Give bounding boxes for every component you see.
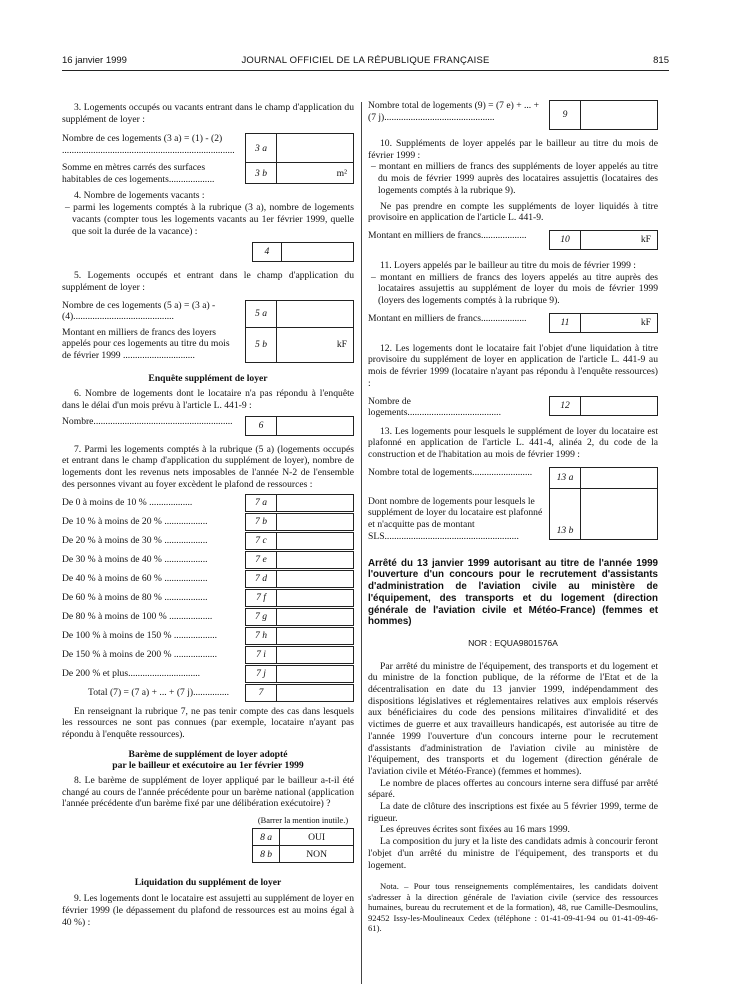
row-label: Montant en milliers de francs................... — [368, 229, 527, 241]
row-11 — [368, 313, 658, 333]
range-row — [62, 570, 354, 588]
row-label: De 200 % et plus.............................. — [62, 667, 201, 679]
row-label: De 100 % à moins de 150 % .................. — [62, 629, 218, 641]
row-6 — [62, 416, 354, 436]
value-cell[interactable] — [277, 494, 354, 512]
section-6-text: 6. Nombre de logements dont le locataire n'a pas répondu à l'enquête dans le délai d'un mois prévu à l'article L. 441-9 : — [62, 388, 354, 412]
code-cell: 7 e — [245, 551, 277, 569]
code-cell: 7 a — [245, 494, 277, 512]
row-label: Nombre de ces logements (5 a) = (3 a) - (4).......................................... — [62, 299, 216, 323]
value-cell[interactable] — [277, 570, 354, 588]
section-11-text: 11. Loyers appelés par le bailleur au titre du mois de février 1999 : — [380, 259, 636, 271]
code-cell: 6 — [245, 416, 277, 436]
value-cell[interactable] — [277, 646, 354, 664]
code-cell: 7 c — [245, 532, 277, 550]
value-cell[interactable] — [581, 100, 658, 130]
value-cell[interactable] — [277, 684, 354, 702]
code-cell: 7 b — [245, 513, 277, 531]
section-7-rows — [62, 494, 354, 702]
code-cell: 3 b — [245, 162, 277, 184]
row-5a — [62, 300, 354, 328]
value-cell[interactable]: m² — [277, 162, 354, 184]
arrete-paragraph-3: La date de clôture des inscriptions est fixée au 5 février 1999, terme de rigueur. — [368, 801, 658, 824]
section-4-dash: – parmi les logements comptés à la rubrique (3 a), nombre de logements vacants (compter tous les logements vacants au 1er février 1999, quelle que soit la durée de la vacance) : — [65, 202, 354, 237]
left-column — [62, 102, 354, 928]
section-12-text: 12. Les logements dont le locataire fait l'objet d'une liquidation à titre provisoire du supplément de loyer en application de l'article L. 441-9 au mois de février 1999 (locataire n'ayant pas répondu à l'enquête ressources) : — [368, 342, 658, 389]
liquidation-title: Liquidation du supplément de loyer — [134, 877, 282, 889]
row-label: Total (7) = (7 a) + ... + (7 j)............... — [88, 686, 230, 698]
choice-non[interactable]: NON — [280, 846, 354, 863]
section-7-note: En renseignant la rubrique 7, ne pas tenir compte des cas dans lesquels les ressources ne sont pas connues (par exemple, locataire n'ayant pas répondu à l'enquête ressources). — [62, 705, 354, 740]
enquete-title: Enquête supplément de loyer — [148, 372, 268, 384]
value-cell[interactable] — [282, 242, 354, 262]
arrete-paragraph-5: La composition du jury et la liste des candidats admis à concourir feront l'objet d'un arrêté du ministre de l'équipement, des transports et du logement. — [368, 836, 658, 871]
code-cell: 7 d — [245, 570, 277, 588]
section-10-ne: Ne pas prendre en compte les suppléments de loyer liquidés à titre provisoire en application de l'article L. 441-9. — [368, 200, 658, 224]
header-page-number: 815 — [653, 55, 669, 66]
row-5b — [62, 327, 354, 363]
code-cell: 7 f — [245, 589, 277, 607]
section-10-text: 10. Suppléments de loyer appelés par le bailleur au titre du mois de février 1999 : — [368, 138, 658, 161]
value-cell[interactable] — [277, 665, 354, 683]
range-row — [62, 627, 354, 645]
code-cell: 7 h — [245, 627, 277, 645]
row-label: Somme en mètres carrés des surfaces habitables de ces logements................... — [62, 162, 215, 186]
section-8-text: 8. Le barème de supplément de loyer appliqué par le bailleur a-t-il été changé au cours de l'année précédente pour un barème national (application l'année précédente d'un barème fixé par une délibération exécutoire) ? — [62, 775, 354, 810]
code-cell: 5 b — [245, 327, 277, 363]
section-8-hint: (Barrer la mention inutile.) — [257, 816, 349, 826]
section-3-text: 3. Logements occupés ou vacants entrant dans le champ d'application du supplément de loyer : — [62, 102, 354, 125]
column-divider — [361, 102, 362, 984]
range-row — [62, 608, 354, 626]
row-label: De 60 % à moins de 80 % .................. — [62, 591, 208, 603]
range-row — [62, 589, 354, 607]
section-10-dash: – montant en milliers de francs des suppléments de loyer appelés au titre du mois de février 1999 auprès des locataires assujettis (locataires des logements comptés à la rubrique 9). — [371, 161, 658, 196]
choice-row-8a[interactable] — [253, 829, 354, 846]
row-10 — [368, 230, 658, 250]
row-label: Nombre de logements....................................... — [368, 395, 501, 419]
code-cell: 8 a — [253, 829, 280, 846]
row-label: De 0 à moins de 10 % .................. — [62, 496, 193, 508]
section-13-text: 13. Les logements pour lesquels le supplément de loyer du locataire est plafonné en application de l'article L. 441-4, alinéa 2, du code de la construction et de l'habitation au mois de février 1999 : — [368, 425, 658, 460]
arrete-paragraph-4: Les épreuves écrites sont fixées au 16 mars 1999. — [380, 824, 570, 836]
row-3b — [62, 162, 354, 184]
code-cell: 8 b — [253, 846, 280, 863]
row-9 — [368, 100, 658, 130]
section-8-choices — [252, 816, 354, 863]
value-cell[interactable]: kF — [277, 327, 354, 363]
code-cell: 10 — [549, 230, 581, 250]
choice-row-8b[interactable] — [253, 846, 354, 863]
row-label: Nombre total de logements (9) = (7 e) + ... + (7 j).............................................. — [368, 100, 540, 123]
code-cell: 13 b — [549, 488, 581, 540]
value-cell[interactable] — [277, 300, 354, 328]
header-journal: JOURNAL OFFICIEL DE LA RÉPUBLIQUE FRANÇAISE — [241, 55, 490, 66]
range-row — [62, 665, 354, 683]
range-row — [62, 551, 354, 569]
section-5-text: 5. Logements occupés et entrant dans le champ d'application du supplément de loyer : — [62, 270, 354, 293]
code-cell: 7 — [245, 684, 277, 702]
row-label: De 10 % à moins de 20 % .................. — [62, 515, 208, 527]
row-13b — [368, 488, 658, 540]
row-label: Montant en milliers de francs................... — [368, 312, 527, 324]
value-cell[interactable] — [277, 532, 354, 550]
range-row — [62, 532, 354, 550]
section-7-text: 7. Parmi les logements comptés à la rubrique (5 a) (logements occupés et entrant dans le champ d'application du supplément de loyer), nombre de logements dont les revenus nets imposables de l'année N-2 de l'ensemble des personnes vivant au foyer excèdent le plafond de ressources : — [62, 443, 354, 490]
row-12 — [368, 395, 658, 419]
header-rule — [62, 70, 669, 71]
value-cell[interactable] — [277, 133, 354, 163]
section-11-dash: – montant en milliers de francs des loyers appelés au titre auprès des locataires assujettis au supplément de loyer du mois de février 1999 (loyers des logements comptés à la rubrique 9). — [371, 271, 658, 307]
arrete-title: Arrêté du 13 janvier 1999 autorisant au titre de l'année 1999 l'ouverture d'un concours pour le recrutement d'assistants d'administration de l'aviation civile au ministère de l'équipement, des transports et du logement (direction générale de l'aviation civile et Météo-France) (femmes et hommes) — [368, 557, 658, 628]
code-cell: 7 j — [245, 665, 277, 683]
value-cell[interactable] — [277, 627, 354, 645]
value-cell[interactable] — [277, 416, 354, 436]
code-cell: 13 a — [549, 467, 581, 489]
row-label: Montant en milliers de francs des loyers appelés pour ces logements au titre du mois de février 1999 .............................. — [62, 326, 230, 362]
row-label: De 30 % à moins de 40 % .................. — [62, 553, 208, 565]
value-cell[interactable] — [581, 396, 658, 416]
row-label: De 80 % à moins de 100 % .................. — [62, 610, 213, 622]
range-row — [62, 646, 354, 664]
range-row — [62, 513, 354, 531]
value-cell[interactable]: kF — [581, 230, 658, 250]
code-cell: 7 i — [245, 646, 277, 664]
right-column — [368, 100, 658, 934]
row-label: Nombre.......................................................... — [62, 415, 233, 427]
row-label: De 20 % à moins de 30 % .................. — [62, 534, 208, 546]
value-cell[interactable] — [581, 467, 658, 489]
value-cell[interactable] — [277, 513, 354, 531]
section-9-text: 9. Les logements dont le locataire est assujetti au supplément de loyer en février 1999 (le dépassement du plafond de ressources est au moins égal à 40 %) : — [62, 893, 354, 928]
bareme-title-line2: par le bailleur et exécutoire au 1er février 1999 — [112, 760, 304, 772]
value-cell[interactable] — [581, 488, 658, 540]
row-label: De 150 % à moins de 200 % .................. — [62, 648, 218, 660]
code-cell: 7 g — [245, 608, 277, 626]
nota-note: Nota. – Pour tous renseignements complémentaires, les candidats doivent s'adresser à la direction générale de l'aviation civile (service des ressources humaines, bureau du recrutement et de la formation), 48, rue Camille-Desmoulins, 92452 Issy-les-Moulineaux Cedex (téléphone : 01-41-09-41-94 ou 01-41-09-46-61). — [368, 881, 658, 934]
section-4-text: 4. Nombre de logements vacants : — [74, 190, 205, 202]
arrete-paragraph-2: Le nombre de places offertes au concours interne sera diffusé par arrêté séparé. — [368, 777, 658, 801]
code-cell: 4 — [252, 242, 282, 262]
value-cell[interactable] — [277, 589, 354, 607]
header-date: 16 janvier 1999 — [62, 55, 127, 66]
value-cell[interactable]: kF — [581, 313, 658, 333]
arrete-paragraph-1: Par arrêté du ministre de l'équipement, des transports et du logement et du ministre de la fonction publique, de la réforme de l'Etat et de la décentralisation en date du 13 janvier 1999, indépendamment des dispositions législatives et réglementaires relatives aux emplois réservés aux bénéficiaires du code des pensions militaires d'invalidité et des victimes de guerre et aux travailleurs handicapés, est autorisée au titre de l'année 1999 l'ouverture d'un concours interne pour le recrutement d'assistants d'administration de l'aviation civile au ministère de l'équipement, des transports et du logement (direction générale de l'aviation civile et Météo-France) (femmes et hommes). — [368, 660, 658, 777]
oui-non-table — [252, 828, 354, 863]
row-13a — [368, 467, 658, 489]
row-3a — [62, 133, 354, 163]
choice-oui[interactable]: OUI — [280, 829, 354, 846]
range-row — [62, 684, 354, 702]
code-cell: 3 a — [245, 133, 277, 163]
code-cell: 9 — [549, 100, 581, 130]
row-label: Nombre de ces logements (3 a) = (1) - (2) ........................................................................ — [62, 133, 235, 157]
row-label: De 40 % à moins de 60 % .................. — [62, 572, 208, 584]
row-4 — [252, 242, 354, 262]
value-cell[interactable] — [277, 608, 354, 626]
page-header — [62, 55, 669, 69]
range-row — [62, 494, 354, 512]
row-label: Dont nombre de logements pour lesquels le supplément de loyer du locataire est plafonné et n'acquitte pas de montant SLS........................................................ — [368, 495, 543, 542]
code-cell: 5 a — [245, 300, 277, 328]
bareme-title-line1: Barème de supplément de loyer adopté — [128, 748, 288, 760]
code-cell: 12 — [549, 396, 581, 416]
code-cell: 11 — [549, 313, 581, 333]
row-label: Nombre total de logements......................... — [368, 466, 533, 478]
value-cell[interactable] — [277, 551, 354, 569]
nor-reference: NOR : EQUA9801576A — [468, 638, 558, 649]
